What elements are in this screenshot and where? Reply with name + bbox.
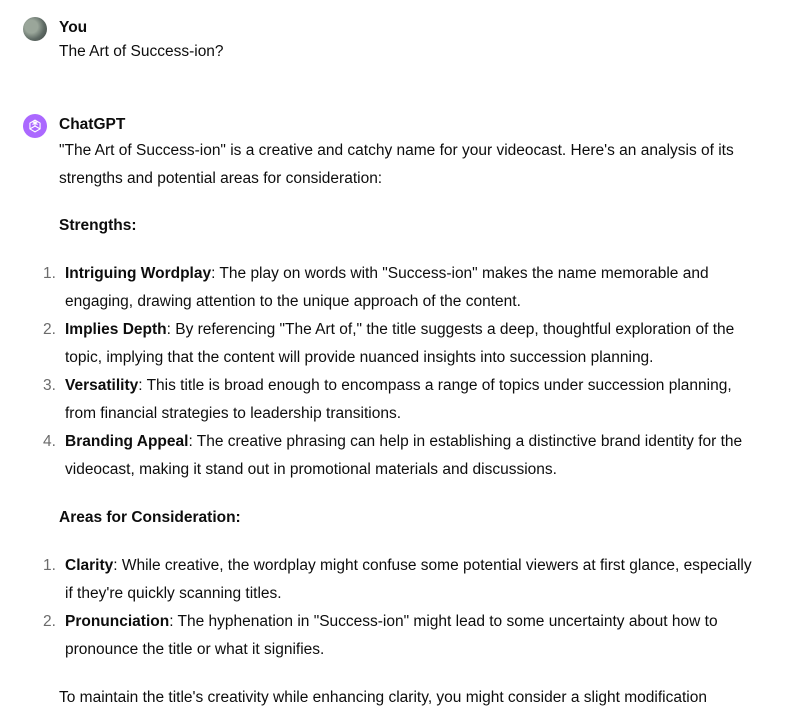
user-author-label: You xyxy=(59,19,88,36)
areas-list xyxy=(43,552,759,664)
list-number: 1. xyxy=(43,265,56,282)
user-avatar xyxy=(23,17,47,41)
list-item xyxy=(43,372,759,428)
areas-heading: Areas for Consideration: xyxy=(59,509,241,526)
list-number: 4. xyxy=(43,433,56,450)
openai-icon xyxy=(27,118,43,134)
strengths-heading: Strengths: xyxy=(59,217,137,234)
list-item-text: : This title is broad enough to encompass a range of topics under succession planning, from financial strategies to leadership transitions. xyxy=(65,377,732,422)
list-item-text: : While creative, the wordplay might confuse some potential viewers at first glance, especially if they're quickly scanning titles. xyxy=(65,557,752,602)
list-item xyxy=(43,316,759,372)
list-item-title: Intriguing Wordplay xyxy=(65,265,212,282)
list-number: 2. xyxy=(43,321,56,338)
list-item-title: Clarity xyxy=(65,557,114,574)
list-item-text: : The creative phrasing can help in establishing a distinctive brand identity for the videocast, making it stand out in promotional materials and discussions. xyxy=(65,433,743,478)
list-number: 1. xyxy=(43,557,56,574)
chatgpt-logo-icon xyxy=(23,114,47,138)
list-item xyxy=(43,260,759,316)
list-item-title: Versatility xyxy=(65,377,139,394)
list-number: 2. xyxy=(43,613,56,630)
list-item xyxy=(43,428,759,484)
user-message-text: The Art of Success-ion? xyxy=(59,43,224,60)
list-item-title: Pronunciation xyxy=(65,613,170,630)
list-number: 3. xyxy=(43,377,56,394)
closing-paragraph: To maintain the title's creativity while enhancing clarity, you might consider a slight modification xyxy=(59,689,707,706)
list-item-title: Implies Depth xyxy=(65,321,167,338)
list-item xyxy=(43,552,759,608)
list-item-text: : By referencing "The Art of," the title suggests a deep, thoughtful exploration of the topic, implying that the content will provide nuanced insights into succession planning. xyxy=(65,321,735,366)
assistant-author-label: ChatGPT xyxy=(59,116,126,133)
list-item-text: : The hyphenation in "Success-ion" might lead to some uncertainty about how to pronounce the title or what it signifies. xyxy=(65,613,718,658)
list-item xyxy=(43,608,759,664)
assistant-intro: "The Art of Success-ion" is a creative and catchy name for your videocast. Here's an analysis of its strengths and potential areas for consideration: xyxy=(59,142,734,187)
list-item-title: Branding Appeal xyxy=(65,433,189,450)
strengths-list xyxy=(43,260,759,484)
list-item-text: : The play on words with "Success-ion" makes the name memorable and engaging, drawing attention to the unique approach of the content. xyxy=(65,265,709,310)
